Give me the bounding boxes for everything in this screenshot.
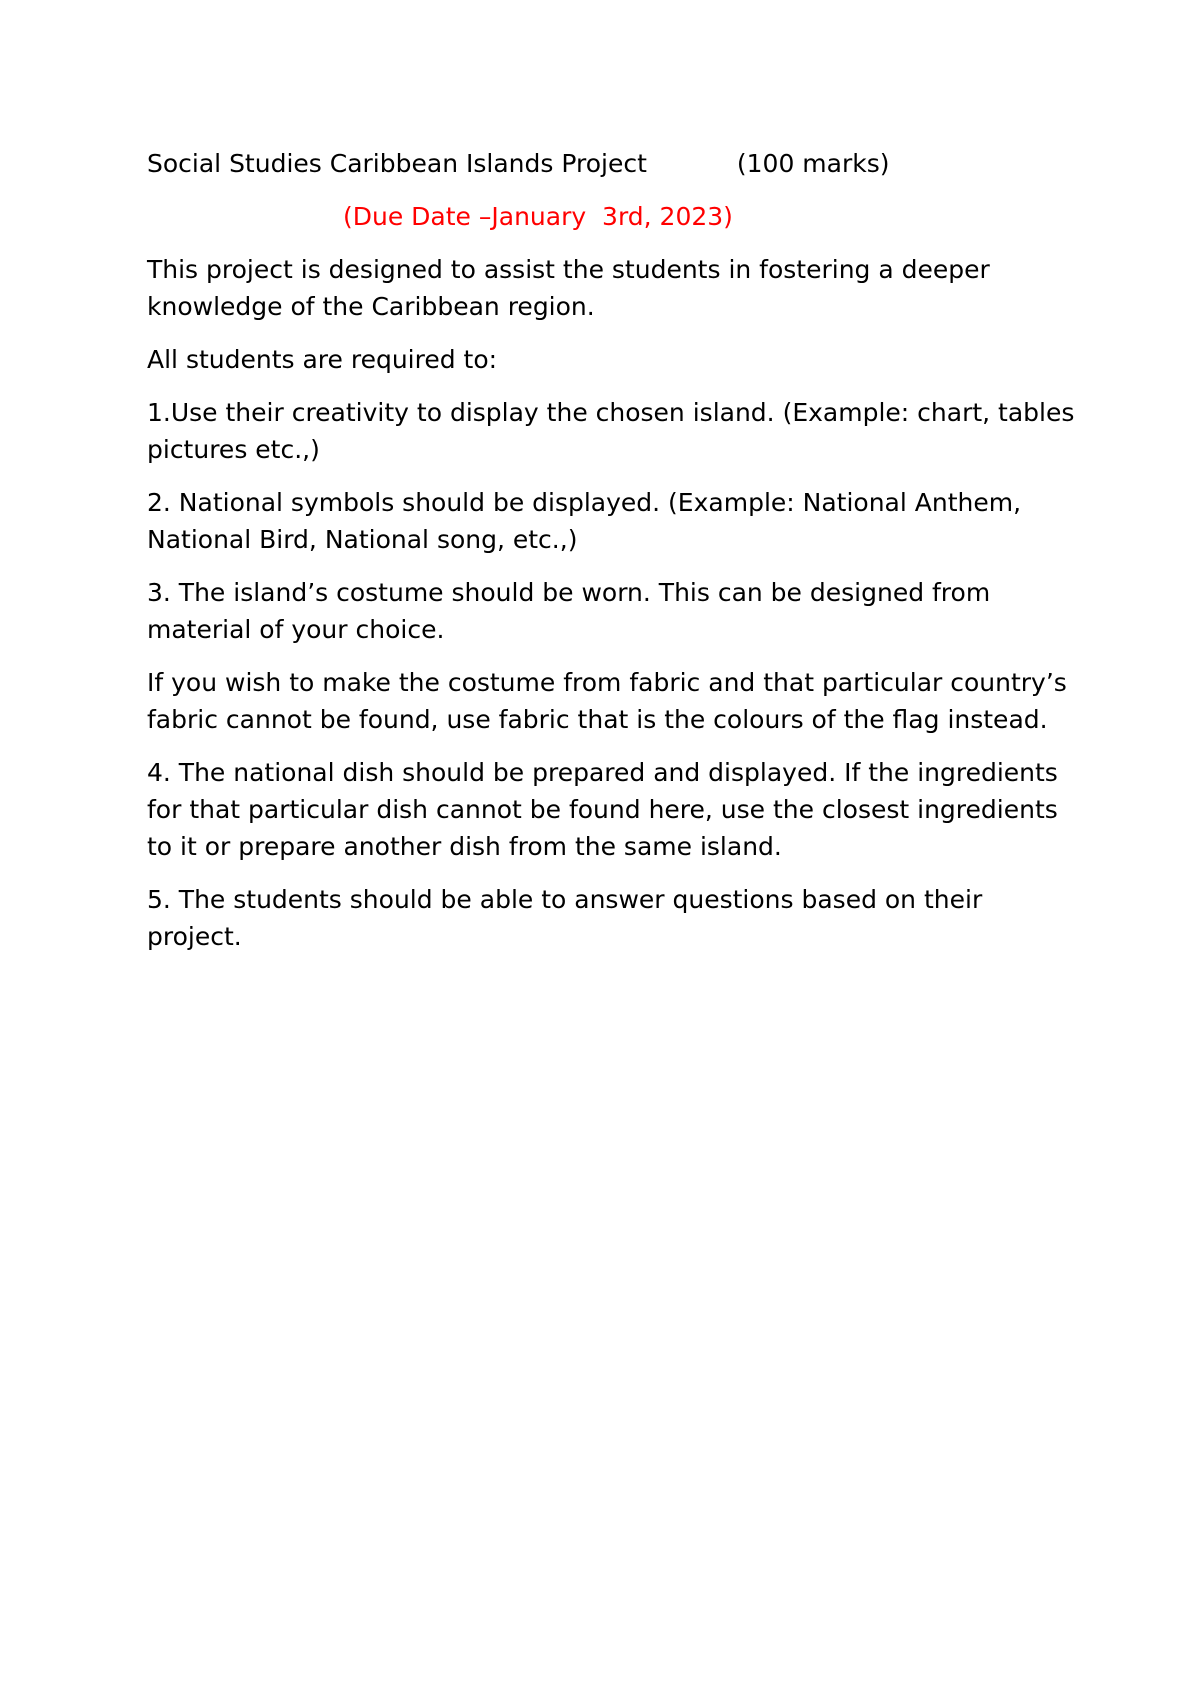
due-date: (Due Date –January 3rd, 2023)	[343, 202, 733, 231]
title-line	[147, 145, 1077, 182]
requirement-item-5: 5. The students should be able to answer questions based on their project.	[147, 885, 983, 951]
total-marks: (100 marks)	[736, 149, 890, 178]
requirement-lead: All students are required to:	[147, 345, 498, 374]
intro-paragraph: This project is designed to assist the students in fostering a deeper knowledge of the Caribbean region.	[147, 255, 990, 321]
requirement-item-2: 2. National symbols should be displayed. (Example: National Anthem, National Bird, National song, etc.,)	[147, 488, 1022, 554]
requirement-item-4: 4. The national dish should be prepared and displayed. If the ingredients for that particular dish cannot be found here, use the closest ingredients to it or prepare another dish from the same island.	[147, 758, 1058, 861]
document-title: Social Studies Caribbean Islands Project	[147, 149, 647, 178]
requirement-item-1: 1.Use their creativity to display the chosen island. (Example: chart, tables pictures etc.,)	[147, 398, 1075, 464]
requirement-item-3: 3. The island’s costume should be worn. This can be designed from material of your choice.	[147, 578, 991, 644]
costume-fabric-note: If you wish to make the costume from fabric and that particular country’s fabric cannot be found, use fabric that is the colours of the flag instead.	[147, 668, 1067, 734]
document-body	[147, 145, 1077, 955]
